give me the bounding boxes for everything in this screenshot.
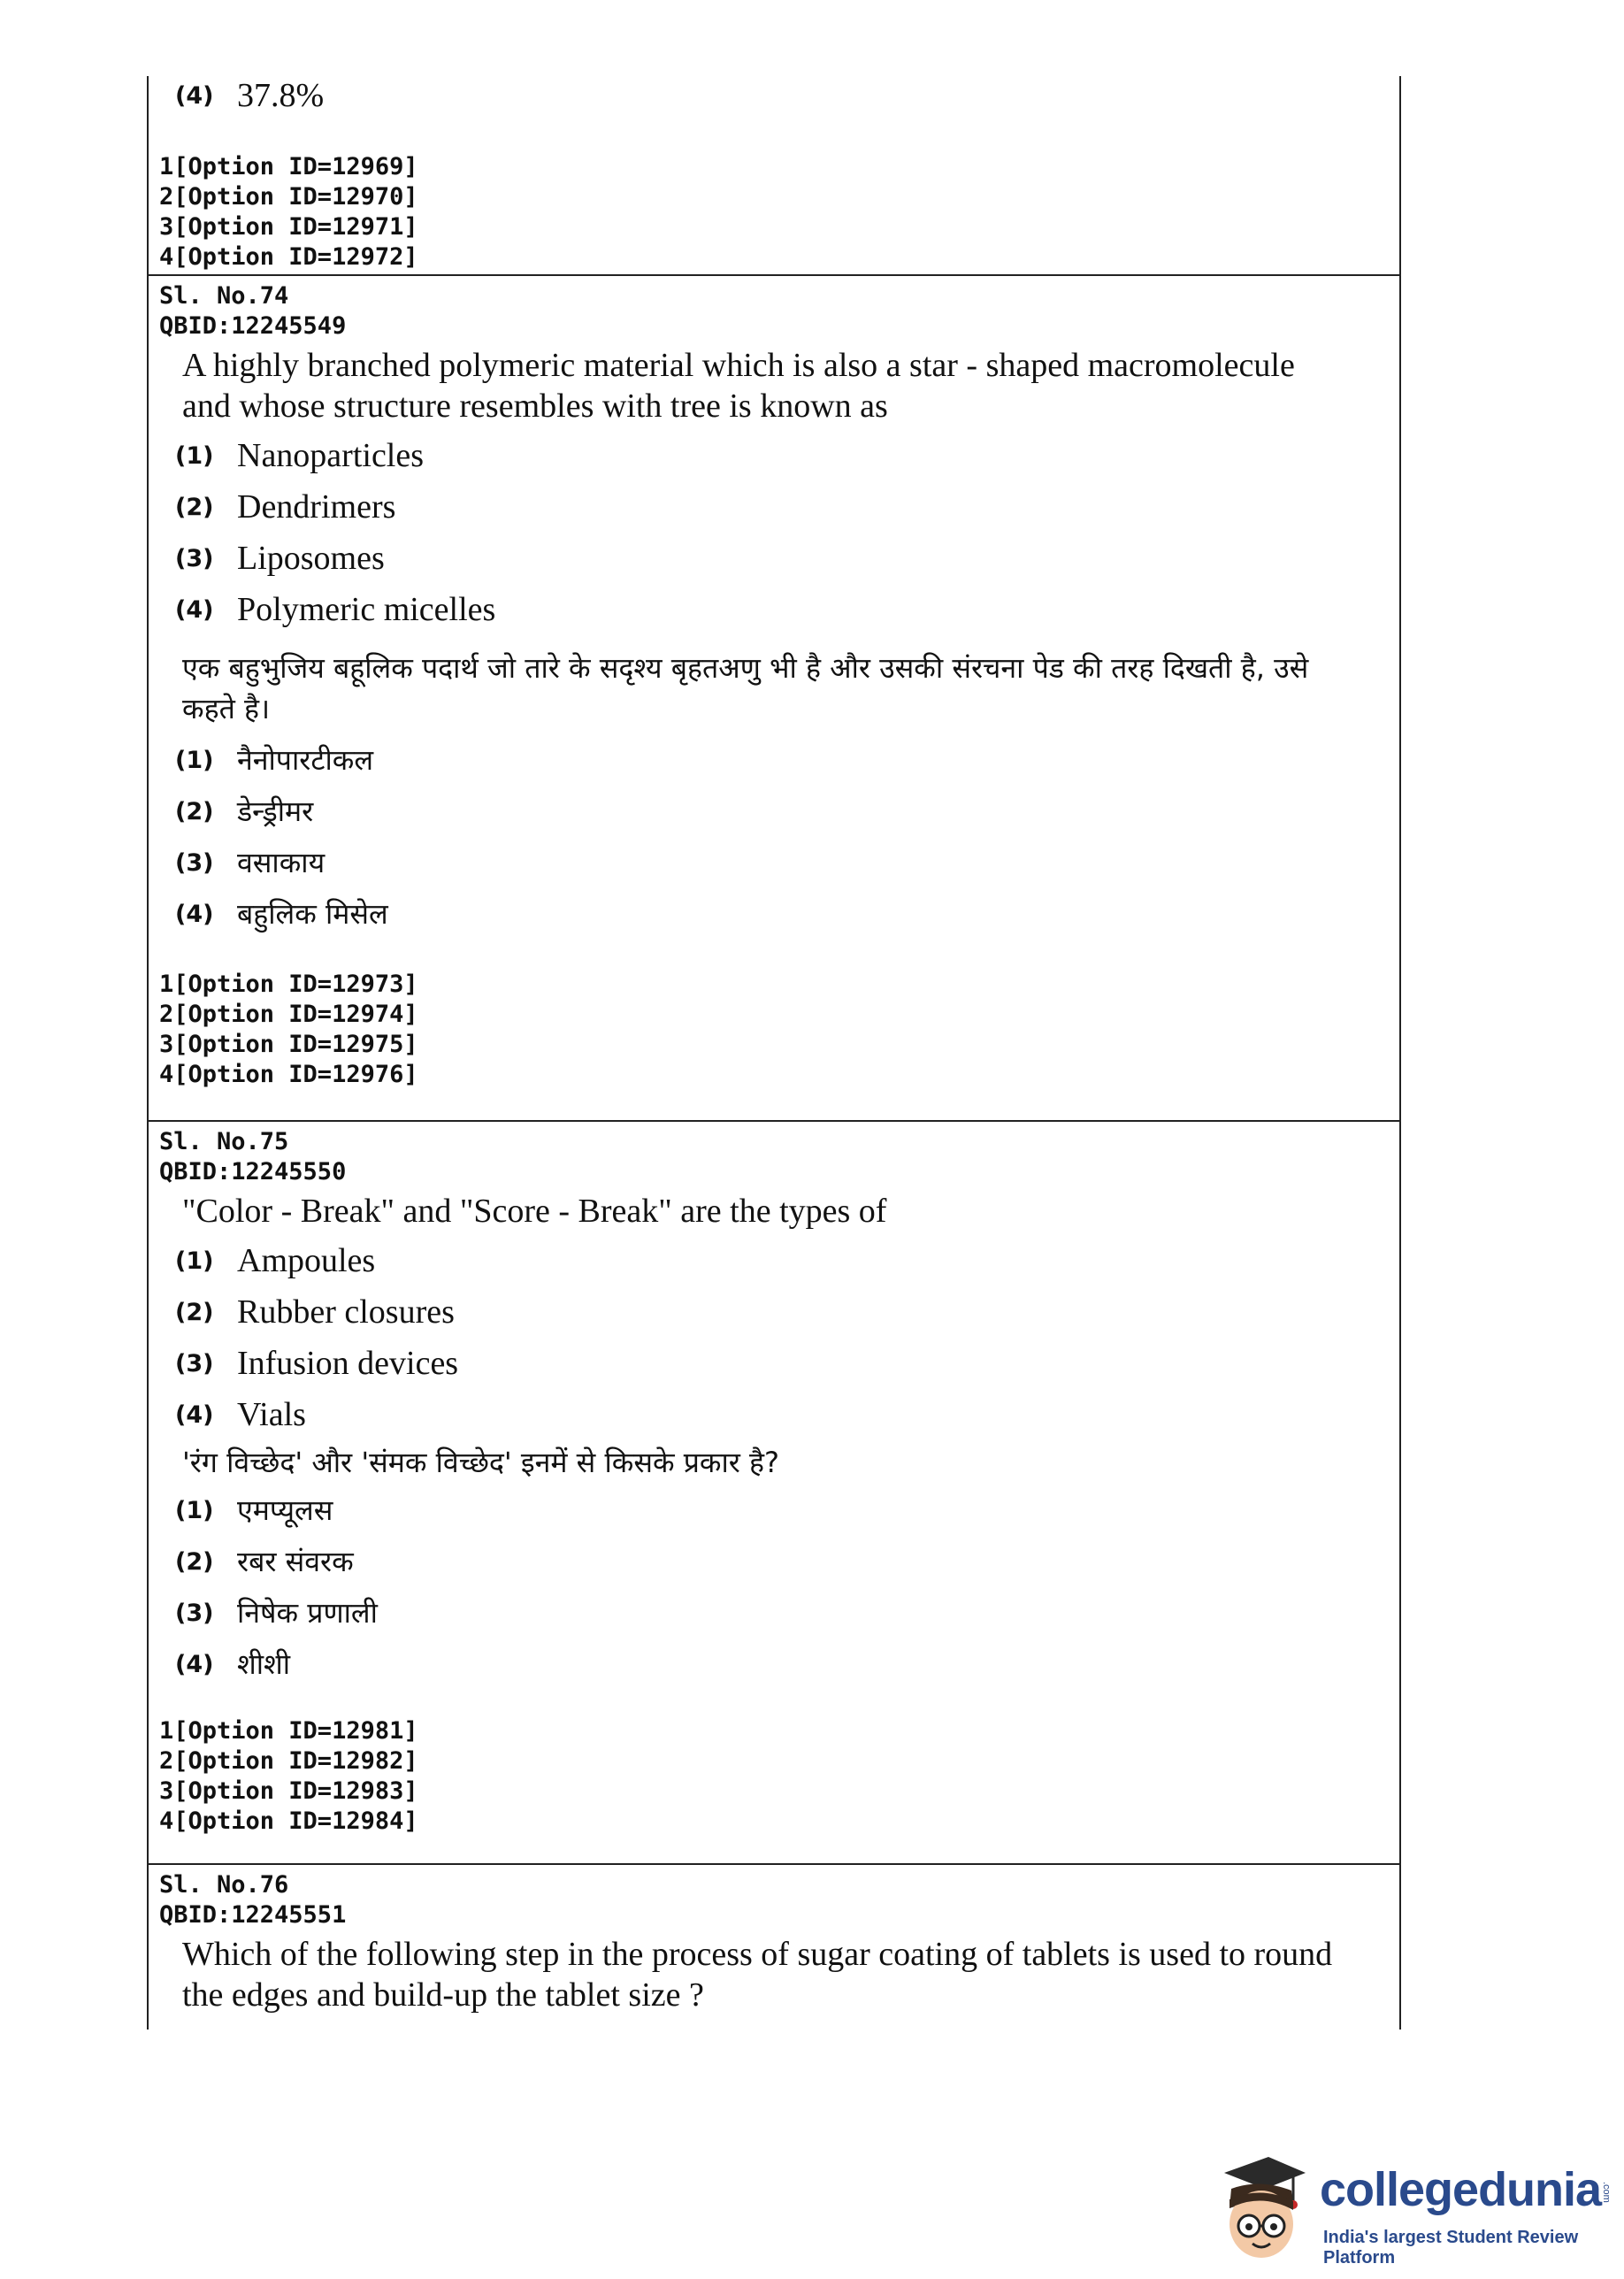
question-74 — [149, 281, 1399, 1090]
option-id: 1[Option ID=12973] — [159, 971, 418, 998]
option-text: Rubber closures — [237, 1293, 455, 1331]
option-number: (1) — [175, 1496, 214, 1524]
section-divider — [149, 1863, 1399, 1865]
option-number: (2) — [175, 1298, 214, 1326]
qbid: QBID:12245550 — [159, 1158, 347, 1186]
question-text-hi: एक बहुभुजिय बहूलिक पदार्थ जो तारे के सदृश्य बृहतअणु भी है और उसकी संरचना पेड की तरह दिखती है, उसे कहते है। — [182, 651, 1309, 725]
question-paper-frame — [147, 76, 1401, 2030]
question-text-hi: 'रंग विच्छेद' और 'संमक विच्छेद' इनमें से किसके प्रकार है? — [182, 1446, 780, 1479]
option-row — [175, 1536, 1399, 1587]
option-id: 2[Option ID=12974] — [159, 1001, 418, 1028]
option-row — [175, 481, 1399, 533]
question-text-en: Which of the following step in the process of sugar coating of tablets is used to round the edges and build-up the tablet size ? — [182, 1936, 1333, 2014]
option-row — [175, 888, 1399, 940]
qbid: QBID:12245551 — [159, 1901, 347, 1929]
option-row — [175, 837, 1399, 888]
q73-tail — [149, 76, 1399, 272]
option-row — [175, 76, 1399, 115]
option-id: 4[Option ID=12984] — [159, 1807, 418, 1835]
serial-number: Sl. No.74 — [159, 282, 289, 310]
option-id: 2[Option ID=12982] — [159, 1747, 418, 1775]
option-row — [175, 734, 1399, 786]
section-divider — [149, 1120, 1399, 1122]
question-text-en: A highly branched polymeric material which is also a star - shaped macromolecule and whose structure resembles with tree is known as — [182, 347, 1295, 425]
option-row — [175, 430, 1399, 481]
option-row — [175, 1389, 1399, 1440]
option-text: बहुलिक मिसेल — [237, 897, 388, 931]
option-number: (4) — [175, 81, 214, 110]
option-row — [175, 1587, 1399, 1638]
option-row — [175, 1286, 1399, 1338]
option-number: (2) — [175, 493, 214, 521]
option-text: निषेक प्रणाली — [237, 1596, 378, 1630]
option-text: Ampoules — [237, 1242, 376, 1279]
option-row — [175, 1338, 1399, 1389]
option-text: रबर संवरक — [237, 1545, 354, 1578]
option-number: (1) — [175, 746, 214, 774]
option-text: Vials — [237, 1396, 306, 1433]
logo-domain: .com — [1601, 2182, 1612, 2203]
logo-wordmark: collegedunia — [1320, 2163, 1602, 2216]
option-text: एमप्यूलस — [237, 1493, 333, 1527]
option-text: 37.8% — [237, 77, 325, 114]
option-id-list — [159, 970, 1399, 1090]
question-text-en: "Color - Break" and "Score - Break" are the types of — [182, 1193, 887, 1230]
option-text: Nanoparticles — [237, 437, 425, 474]
option-id: 2[Option ID=12970] — [159, 183, 418, 211]
option-row — [175, 533, 1399, 584]
option-number: (3) — [175, 544, 214, 572]
option-number: (3) — [175, 1349, 214, 1377]
option-number: (4) — [175, 900, 214, 928]
option-number: (4) — [175, 595, 214, 624]
option-number: (4) — [175, 1650, 214, 1678]
option-id: 1[Option ID=12981] — [159, 1717, 418, 1745]
mascot-icon — [1207, 2146, 1313, 2270]
option-number: (1) — [175, 441, 214, 470]
option-text: Polymeric micelles — [237, 591, 496, 628]
option-row — [175, 1235, 1399, 1286]
option-number: (3) — [175, 848, 214, 877]
option-row — [175, 584, 1399, 635]
serial-number: Sl. No.76 — [159, 1871, 289, 1899]
option-id: 4[Option ID=12976] — [159, 1061, 418, 1088]
option-number: (1) — [175, 1247, 214, 1275]
option-row — [175, 786, 1399, 837]
option-text: शीशी — [237, 1647, 291, 1681]
option-id: 3[Option ID=12971] — [159, 213, 418, 241]
option-id: 3[Option ID=12975] — [159, 1031, 418, 1058]
serial-number: Sl. No.75 — [159, 1128, 289, 1155]
option-row — [175, 1485, 1399, 1536]
collegedunia-logo[interactable] — [1207, 2146, 1613, 2270]
option-id-list — [159, 1716, 1399, 1837]
logo-tagline: India's largest Student Review Platform — [1323, 2228, 1579, 2267]
option-text: Infusion devices — [237, 1345, 459, 1382]
qbid: QBID:12245549 — [159, 312, 347, 340]
option-text: डेन्ड्रीमर — [237, 794, 314, 828]
option-id: 3[Option ID=12983] — [159, 1777, 418, 1805]
option-number: (2) — [175, 797, 214, 825]
option-id-list — [159, 152, 1399, 272]
question-76 — [149, 1870, 1399, 2015]
option-id: 4[Option ID=12972] — [159, 243, 418, 271]
option-row — [175, 1638, 1399, 1690]
option-number: (2) — [175, 1547, 214, 1576]
option-id: 1[Option ID=12969] — [159, 153, 418, 180]
option-number: (4) — [175, 1400, 214, 1429]
section-divider — [149, 274, 1399, 276]
option-text: वसाकाय — [237, 846, 326, 879]
option-text: Liposomes — [237, 540, 385, 577]
option-text: नैनोपारटीकल — [237, 743, 374, 777]
option-text: Dendrimers — [237, 488, 396, 526]
question-75 — [149, 1127, 1399, 1837]
option-number: (3) — [175, 1599, 214, 1627]
